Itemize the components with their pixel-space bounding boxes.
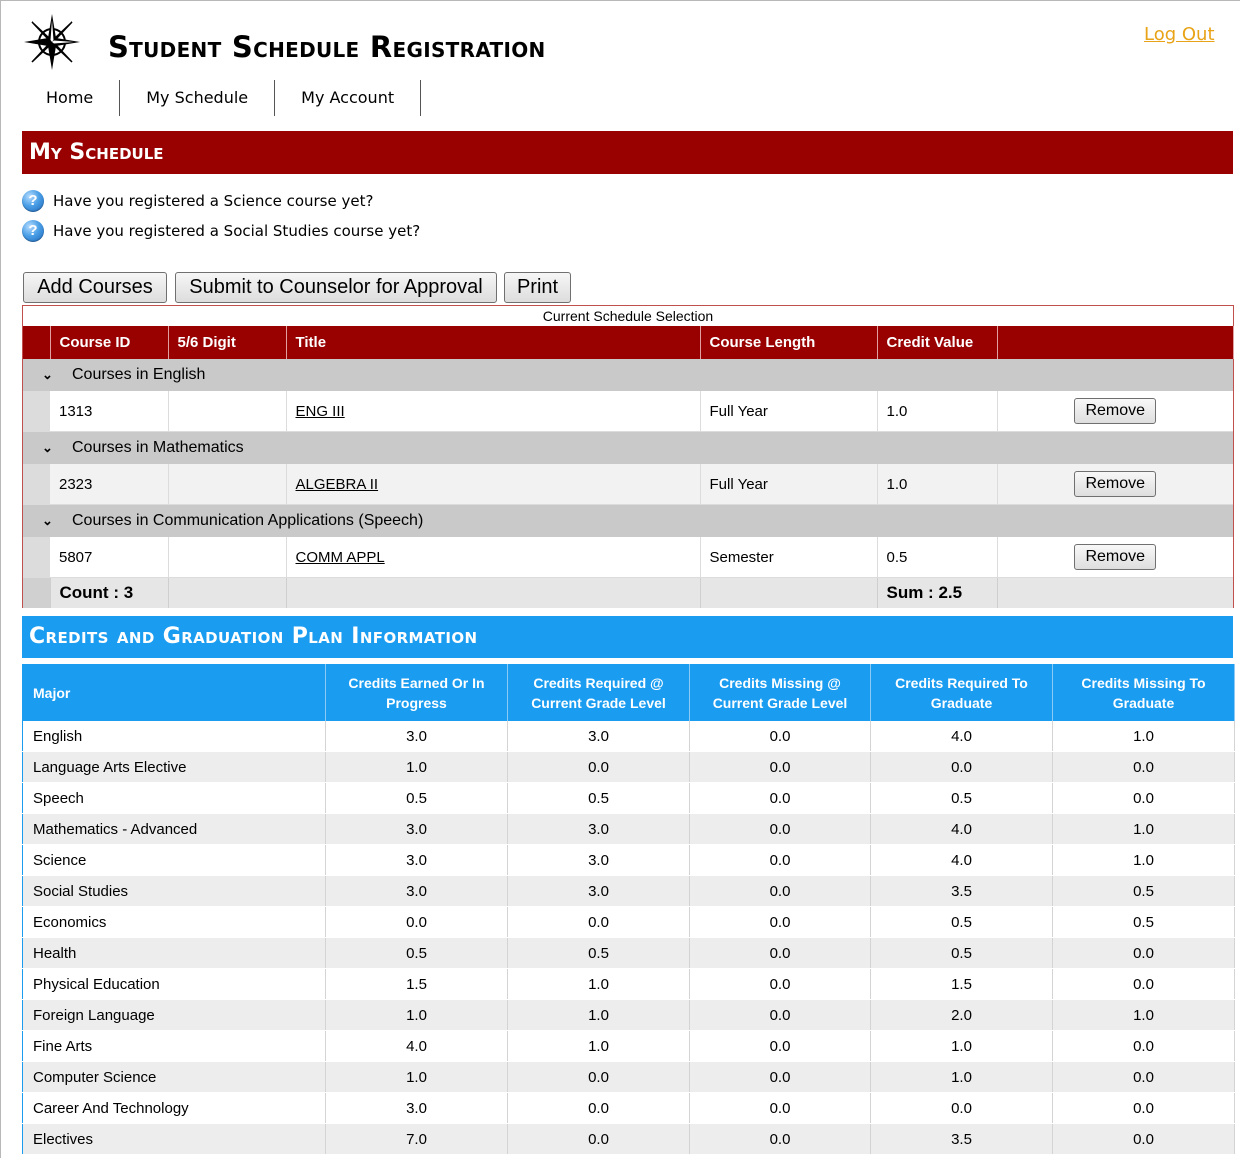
course-id: 5807 — [50, 537, 168, 578]
course-credit: 0.5 — [877, 537, 997, 578]
column-header[interactable]: Course ID — [50, 326, 168, 359]
table-row — [23, 969, 1235, 1000]
science-reminder — [22, 190, 373, 212]
social-studies-reminder-text: Have you registered a Social Studies course yet? — [53, 222, 421, 240]
credit-value-cell: 0.5 — [1053, 907, 1235, 938]
credit-value-cell: 4.0 — [871, 814, 1053, 845]
site-title: Student Schedule Registration — [108, 30, 546, 64]
credit-value-cell: 0.5 — [871, 938, 1053, 969]
major-name-cell: English — [23, 721, 326, 752]
credit-value-cell: 0.0 — [1053, 752, 1235, 783]
remove-button[interactable]: Remove — [1074, 398, 1156, 424]
group-row-communication[interactable] — [23, 505, 1233, 538]
credit-value-cell: 1.0 — [871, 1062, 1053, 1093]
credit-value-cell: 0.0 — [1053, 1124, 1235, 1155]
credit-value-cell: 0.0 — [690, 845, 871, 876]
window-left-border — [0, 0, 1, 1158]
credit-value-cell: 0.0 — [1053, 783, 1235, 814]
credit-value-cell: 0.5 — [508, 783, 690, 814]
chevron-down-icon[interactable]: ⌄ — [42, 367, 53, 382]
group-label: Courses in Communication Applications (Speech) — [72, 512, 424, 529]
compass-rose-icon — [22, 12, 82, 72]
major-name-cell: Fine Arts — [23, 1031, 326, 1062]
course-row — [23, 391, 1233, 432]
credit-value-cell: 0.0 — [690, 1031, 871, 1062]
credit-value-cell: 3.5 — [871, 876, 1053, 907]
credit-value-cell: 0.0 — [871, 752, 1053, 783]
credit-value-cell: 7.0 — [326, 1124, 508, 1155]
credit-value-cell: 0.0 — [1053, 1062, 1235, 1093]
column-header: Credits Required To Graduate — [871, 665, 1053, 722]
course-title-link[interactable]: ALGEBRA II — [295, 475, 379, 493]
column-header: Credits Earned Or In Progress — [326, 665, 508, 722]
major-name-cell: Speech — [23, 783, 326, 814]
credit-value-cell: 2.0 — [871, 1000, 1053, 1031]
credit-value-cell: 0.0 — [508, 907, 690, 938]
course-digit — [168, 464, 286, 505]
course-length: Full Year — [700, 391, 877, 432]
major-name-cell: Health — [23, 938, 326, 969]
credit-value-cell: 0.0 — [690, 876, 871, 907]
table-row — [23, 1124, 1235, 1155]
credit-value-cell: 1.0 — [508, 1000, 690, 1031]
my-schedule-heading: My Schedule — [22, 131, 1233, 174]
credit-value-cell: 1.0 — [1053, 845, 1235, 876]
credit-value-cell: 0.0 — [690, 1124, 871, 1155]
help-icon: ? — [22, 190, 44, 212]
course-credit: 1.0 — [877, 391, 997, 432]
table-row — [23, 1093, 1235, 1124]
column-header[interactable]: 5/6 Digit — [168, 326, 286, 359]
credit-value-cell: 4.0 — [871, 845, 1053, 876]
credit-value-cell: 0.0 — [690, 907, 871, 938]
major-name-cell: Economics — [23, 907, 326, 938]
major-name-cell: Mathematics - Advanced — [23, 814, 326, 845]
credit-value-cell: 0.0 — [508, 1062, 690, 1093]
credit-value-cell: 0.5 — [326, 783, 508, 814]
credit-value-cell: 1.0 — [1053, 721, 1235, 752]
nav-home[interactable]: Home — [30, 80, 120, 116]
table-row — [23, 1031, 1235, 1062]
credit-value-cell: 0.0 — [690, 969, 871, 1000]
credit-value-cell: 4.0 — [871, 721, 1053, 752]
credits-header-row — [23, 665, 1235, 722]
credit-value-cell: 1.0 — [1053, 1000, 1235, 1031]
credit-value-cell: 3.0 — [326, 1093, 508, 1124]
group-label: Courses in English — [72, 366, 206, 383]
course-row — [23, 464, 1233, 505]
course-digit — [168, 391, 286, 432]
schedule-caption: Current Schedule Selection — [542, 308, 714, 324]
credit-value-cell: 0.0 — [508, 1124, 690, 1155]
column-header: Credits Required @ Current Grade Level — [508, 665, 690, 722]
credit-value-cell: 4.0 — [326, 1031, 508, 1062]
nav-my-schedule[interactable]: My Schedule — [120, 80, 275, 116]
course-length: Full Year — [700, 464, 877, 505]
course-count: Count : 3 — [50, 578, 168, 609]
column-header[interactable]: Course Length — [700, 326, 877, 359]
column-header: Major — [23, 665, 326, 722]
credit-value-cell: 0.0 — [690, 938, 871, 969]
table-row — [23, 1062, 1235, 1093]
schedule-grid — [22, 305, 1234, 608]
submit-to-counselor-button[interactable]: Submit to Counselor for Approval — [175, 272, 497, 303]
credit-value-cell: 0.0 — [690, 752, 871, 783]
chevron-down-icon[interactable]: ⌄ — [42, 513, 53, 528]
credit-value-cell: 0.0 — [690, 814, 871, 845]
course-id: 2323 — [50, 464, 168, 505]
credit-value-cell: 0.0 — [1053, 938, 1235, 969]
window-top-border — [0, 0, 1240, 1]
credits-table — [22, 664, 1235, 1155]
course-title-link[interactable]: COMM APPL — [295, 548, 385, 566]
credit-value-cell: 1.0 — [508, 969, 690, 1000]
major-name-cell: Electives — [23, 1124, 326, 1155]
course-id: 1313 — [50, 391, 168, 432]
credit-value-cell: 0.5 — [508, 938, 690, 969]
credit-value-cell: 1.0 — [871, 1031, 1053, 1062]
course-credit: 1.0 — [877, 464, 997, 505]
credit-value-cell: 0.0 — [1053, 1093, 1235, 1124]
table-row — [23, 938, 1235, 969]
credit-value-cell: 0.0 — [508, 1093, 690, 1124]
credit-value-cell: 0.5 — [871, 907, 1053, 938]
credit-value-cell: 3.0 — [326, 814, 508, 845]
credit-value-cell: 3.0 — [326, 845, 508, 876]
major-name-cell: Language Arts Elective — [23, 752, 326, 783]
major-name-cell: Social Studies — [23, 876, 326, 907]
credit-value-cell: 1.5 — [871, 969, 1053, 1000]
course-title-link[interactable]: ENG III — [295, 402, 345, 420]
credit-value-cell: 0.0 — [508, 752, 690, 783]
science-reminder-text: Have you registered a Science course yet? — [53, 192, 374, 210]
credit-value-cell: 1.0 — [326, 752, 508, 783]
table-row — [23, 845, 1235, 876]
major-name-cell: Foreign Language — [23, 1000, 326, 1031]
credit-value-cell: 0.5 — [871, 783, 1053, 814]
credit-value-cell: 3.0 — [508, 814, 690, 845]
schedule-table — [23, 326, 1234, 608]
chevron-down-icon[interactable]: ⌄ — [42, 440, 53, 455]
schedule-footer-row — [23, 578, 1233, 609]
print-button[interactable]: Print — [504, 272, 571, 303]
credit-value-cell: 0.0 — [871, 1093, 1053, 1124]
group-row-english[interactable] — [23, 359, 1233, 391]
remove-button[interactable]: Remove — [1074, 471, 1156, 497]
credit-value-cell: 0.0 — [1053, 969, 1235, 1000]
credit-value-cell: 3.0 — [326, 721, 508, 752]
major-name-cell: Physical Education — [23, 969, 326, 1000]
credit-value-cell: 0.0 — [1053, 1031, 1235, 1062]
credit-value-cell: 3.0 — [326, 876, 508, 907]
credit-value-cell: 0.0 — [690, 1093, 871, 1124]
credit-value-cell: 3.0 — [508, 721, 690, 752]
credit-value-cell: 1.0 — [326, 1062, 508, 1093]
table-row — [23, 876, 1235, 907]
logout-link[interactable]: Log Out — [1144, 24, 1215, 45]
credit-value-cell: 1.0 — [508, 1031, 690, 1062]
remove-button[interactable]: Remove — [1074, 544, 1156, 570]
credit-value-cell: 1.0 — [1053, 814, 1235, 845]
course-length: Semester — [700, 537, 877, 578]
header-spacer — [23, 326, 50, 359]
table-row — [23, 721, 1235, 752]
credit-value-cell: 0.5 — [1053, 876, 1235, 907]
credit-value-cell: 1.5 — [326, 969, 508, 1000]
credit-value-cell: 0.5 — [326, 938, 508, 969]
column-header[interactable]: Title — [286, 326, 700, 359]
main-nav — [30, 80, 421, 116]
social-studies-reminder — [22, 220, 420, 242]
major-name-cell: Science — [23, 845, 326, 876]
column-header: Credits Missing @ Current Grade Level — [690, 665, 871, 722]
course-row — [23, 537, 1233, 578]
group-row-mathematics[interactable] — [23, 432, 1233, 465]
table-row — [23, 1000, 1235, 1031]
nav-my-account[interactable]: My Account — [275, 80, 421, 116]
table-row — [23, 783, 1235, 814]
table-row — [23, 907, 1235, 938]
credit-sum: Sum : 2.5 — [877, 578, 997, 609]
credit-value-cell: 0.0 — [690, 1000, 871, 1031]
major-name-cell: Career And Technology — [23, 1093, 326, 1124]
credit-value-cell: 0.0 — [690, 783, 871, 814]
credit-value-cell: 0.0 — [690, 1062, 871, 1093]
credit-value-cell: 1.0 — [326, 1000, 508, 1031]
credits-heading: Credits and Graduation Plan Information — [22, 616, 1233, 658]
credit-value-cell: 3.0 — [508, 876, 690, 907]
table-row — [23, 814, 1235, 845]
credit-value-cell: 3.5 — [871, 1124, 1053, 1155]
add-courses-button[interactable]: Add Courses — [23, 272, 167, 303]
group-label: Courses in Mathematics — [72, 439, 244, 456]
major-name-cell: Computer Science — [23, 1062, 326, 1093]
table-row — [23, 752, 1235, 783]
schedule-header-row — [23, 326, 1233, 359]
header-spacer — [997, 326, 1233, 359]
course-digit — [168, 537, 286, 578]
column-header: Credits Missing To Graduate — [1053, 665, 1235, 722]
credit-value-cell: 0.0 — [690, 721, 871, 752]
help-icon: ? — [22, 220, 44, 242]
credit-value-cell: 0.0 — [326, 907, 508, 938]
credits-body — [23, 721, 1235, 1155]
column-header[interactable]: Credit Value — [877, 326, 997, 359]
credit-value-cell: 3.0 — [508, 845, 690, 876]
